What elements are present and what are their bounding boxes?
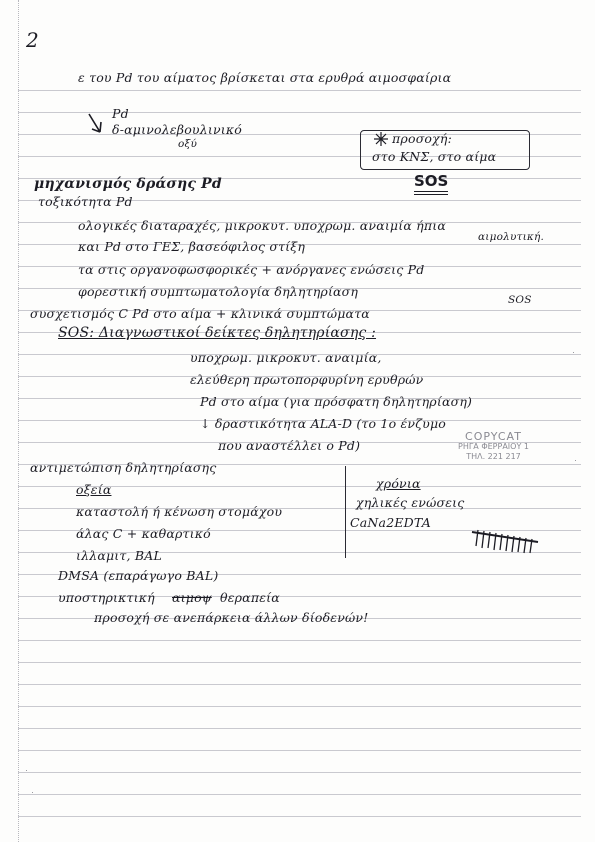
note-title: προσοχή: (392, 131, 453, 146)
text-line: ολογικές διαταραχές, μικροκυτ. υποχρωμ. αναιμία ήπια (78, 218, 447, 233)
text-ala: δ-αμινολεβουλινικό (112, 122, 242, 137)
paper-speck (26, 770, 27, 771)
ruled-line (18, 662, 581, 663)
copy-shop-stamp (458, 432, 529, 462)
text-line-sup: αιμολυτική. (478, 231, 545, 243)
heading-toxicity: τοξικότητα Pd (38, 194, 133, 209)
stamp-line: COPYCAT (465, 430, 522, 443)
ruled-line (18, 90, 581, 91)
paper-speck (575, 460, 576, 461)
page-number: 2 (26, 28, 39, 52)
ruled-line (18, 794, 581, 795)
margin-line (18, 0, 19, 842)
text-line: ελεύθερη πρωτοπορφυρίνη ερυθρών (190, 372, 424, 387)
text-line: τα στις οργανοφωσφορικές + ανόργανες ενώσεις Pd (78, 262, 425, 277)
ruled-line (18, 684, 581, 685)
sos-small: SOS (508, 294, 532, 306)
text-line: χηλικές ενώσεις (356, 495, 465, 510)
ruled-line (18, 640, 581, 641)
text-line: άλας C + καθαρτικό (76, 526, 211, 541)
scribble-mark (468, 520, 548, 556)
text-line: CaNa2EDTA (350, 515, 431, 530)
stamp-line: ΤΗΛ. 221 217 (466, 452, 521, 461)
text-line: θεραπεία (220, 590, 280, 605)
heading-acute: οξεία (76, 482, 112, 497)
text-line: ε του Pd του αίματος βρίσκεται στα ερυθρά αιμοσφαίρια (78, 70, 452, 85)
paper-speck (573, 352, 574, 353)
heading-treatment: αντιμετώπιση δηλητηρίασης (30, 460, 217, 475)
text-line: που αναστέλλει ο Pd) (218, 438, 361, 453)
text-line: συσχετισμός C Pd στο αίμα + κλινικά συμπτώματα (30, 306, 370, 321)
text-line: ↓ δραστικότητα ALA-D (το 1ο ένζυμο (200, 416, 447, 431)
text-acid: οξύ (178, 138, 198, 150)
ruled-line (18, 816, 581, 817)
ruled-line (18, 728, 581, 729)
heading-chronic: χρόνια (376, 476, 421, 491)
text-line: και Pd στο ΓΕΣ, βασεόφιλος στίξη (78, 239, 306, 254)
stamp-line: ΡΗΓΑ ΦΕΡΡΑΙΟΥ 1 (458, 442, 529, 451)
sos-text: SOS (414, 172, 449, 190)
text-line: ιλλαμιτ, BAL (76, 548, 162, 563)
text-pd: Pd (112, 106, 129, 121)
sos-mark (414, 172, 448, 195)
double-underline (414, 191, 448, 195)
ruled-line (18, 750, 581, 751)
ruled-line (18, 772, 581, 773)
paper-speck (32, 792, 33, 793)
text-line: DMSA (επαράγωγο BAL) (58, 568, 219, 583)
column-divider (345, 466, 346, 558)
text-line: φορεστική συμπτωματολογία δηλητηρίαση (78, 284, 359, 299)
note-text: στο ΚΝΣ, στο αίμα (372, 149, 497, 164)
ruled-line (18, 706, 581, 707)
text-line: καταστολή ή κένωση στομάχου (76, 504, 283, 519)
star-icon (374, 132, 388, 146)
text-line: προσοχή σε ανεπάρκεια άλλων δίοδενών! (94, 610, 369, 625)
struck-word: αιμοψ (172, 590, 212, 605)
heading-diagnostic: SOS: Διαγνωστικοί δείκτες δηλητηρίασης : (58, 325, 377, 341)
text-line: Pd στο αίμα (για πρόσφατη δηλητηρίαση) (200, 394, 473, 409)
heading-mechanism: μηχανισμός δράσης Pd (34, 176, 222, 192)
text-line: υποστηρικτική (58, 590, 155, 605)
text-line: υποχρωμ. μικροκυτ. αναιμία, (190, 350, 382, 365)
down-arrow-icon (86, 112, 108, 138)
